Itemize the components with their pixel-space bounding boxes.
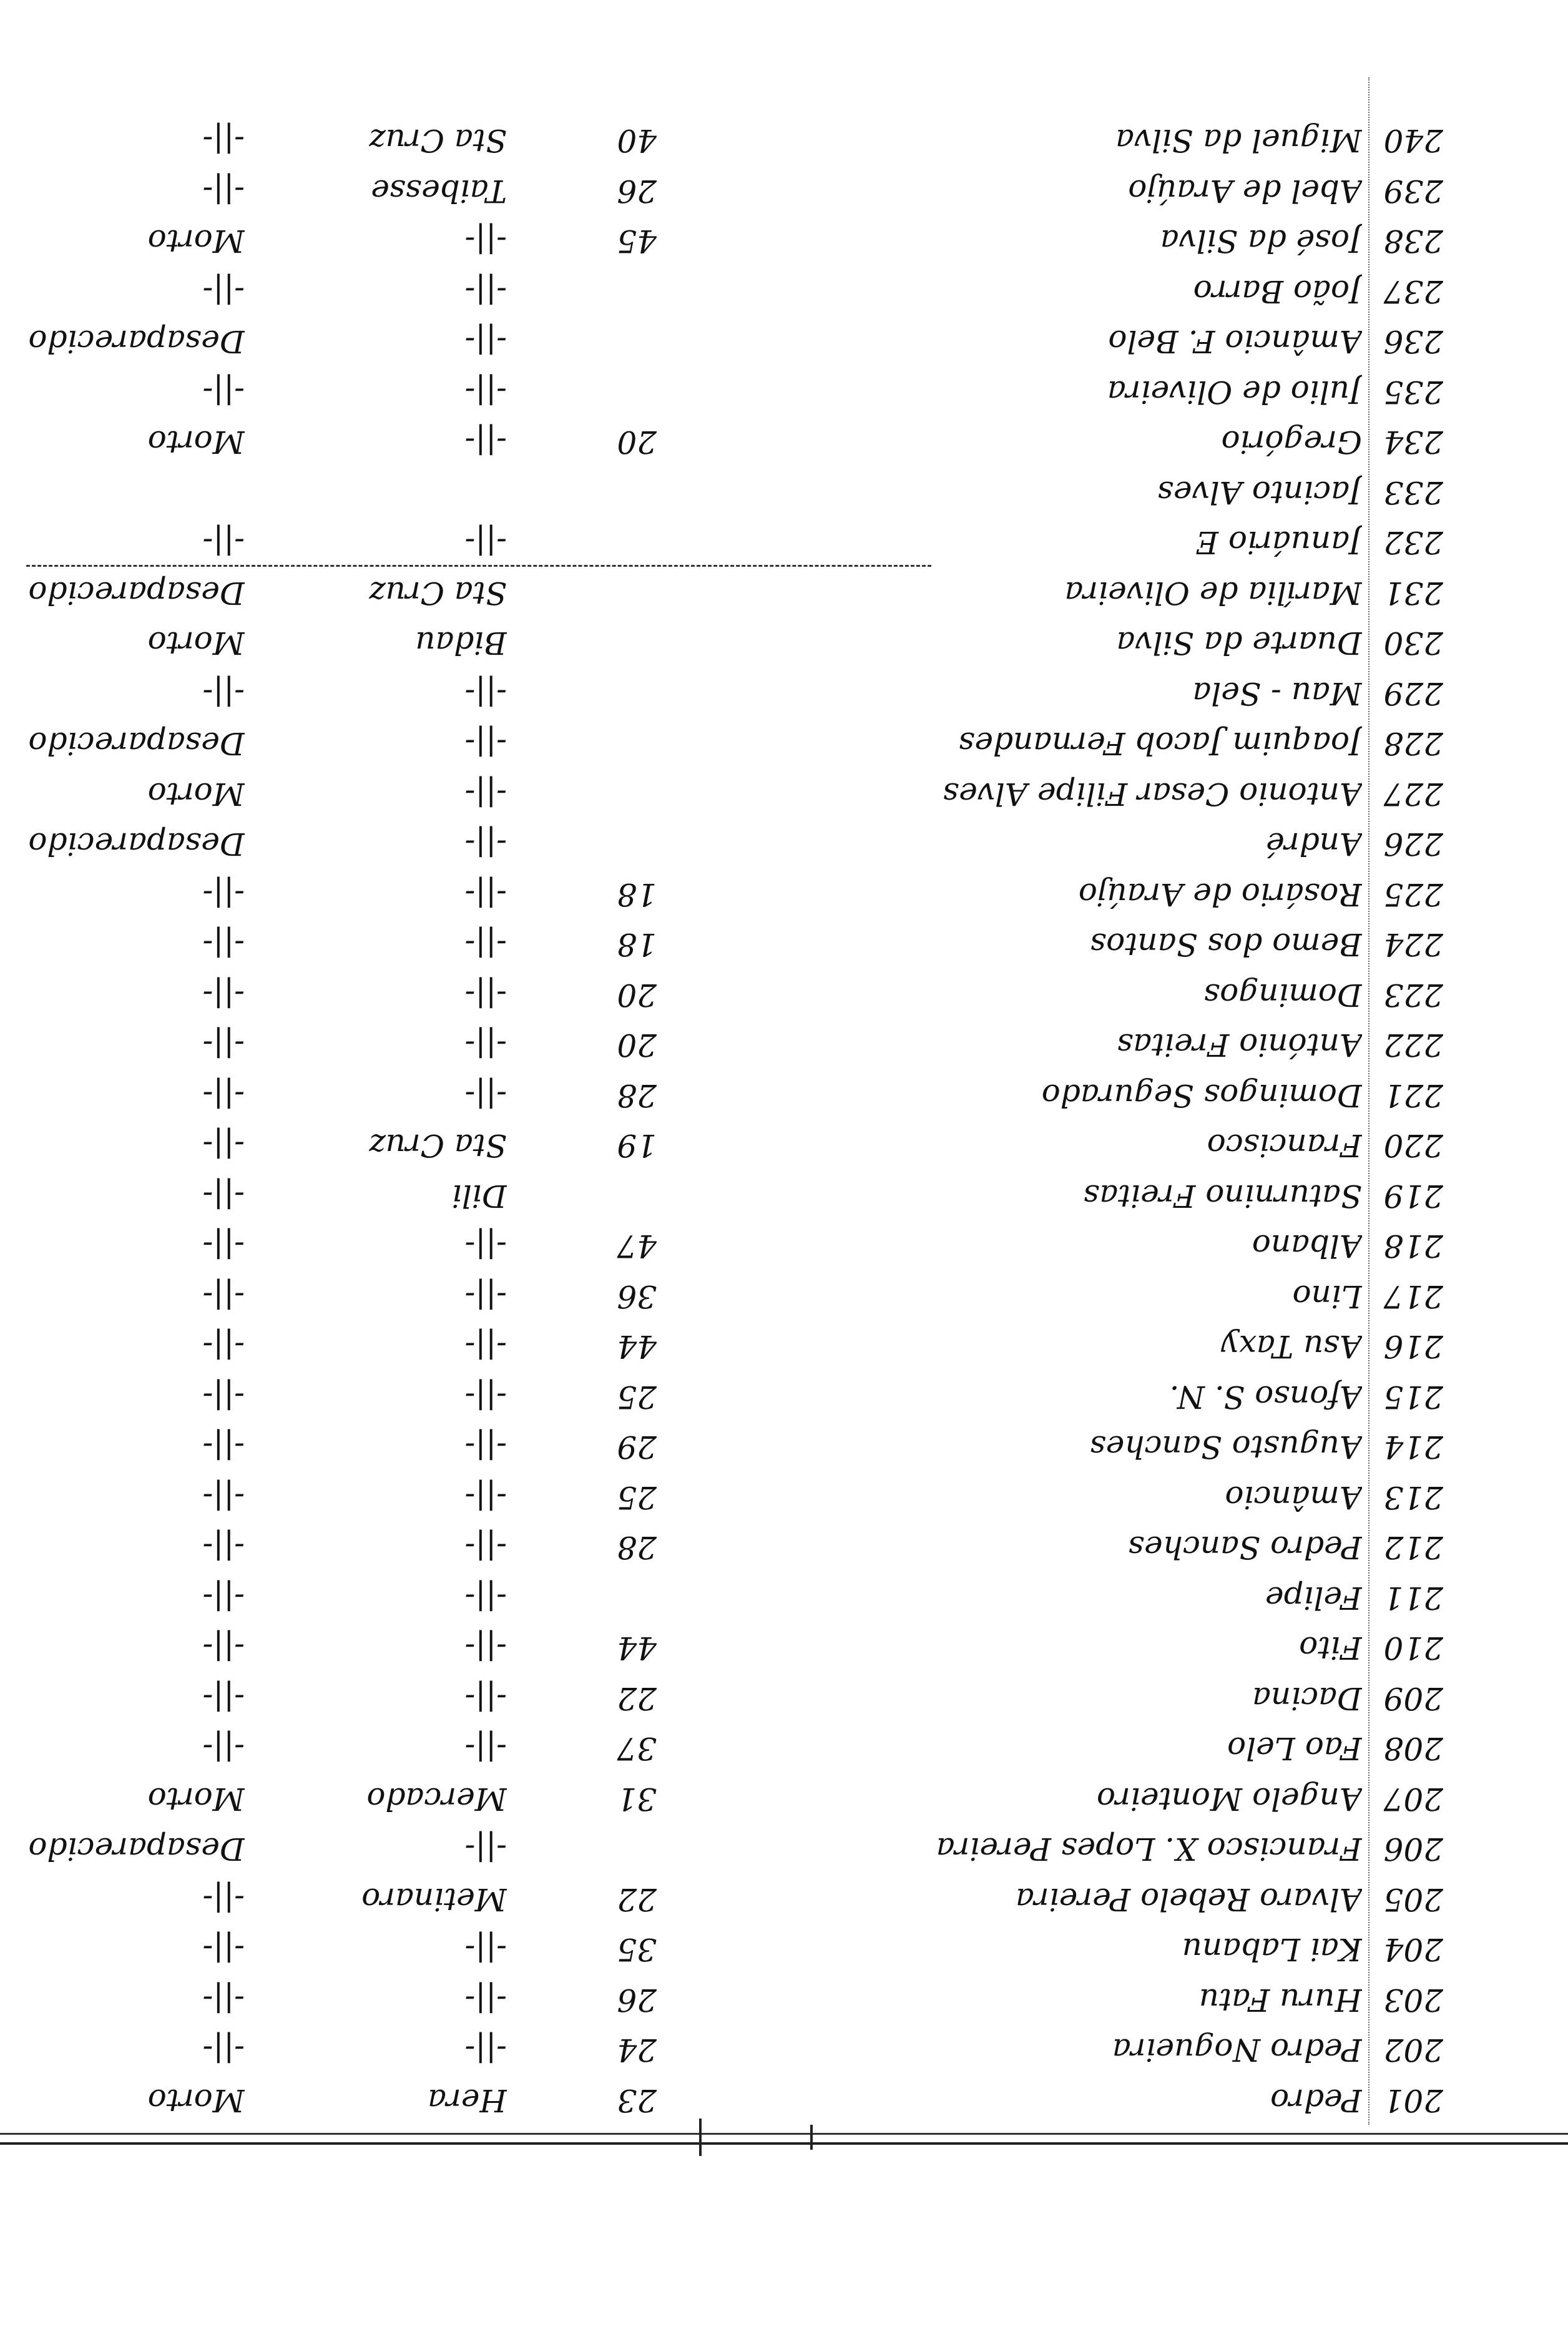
person-name: Joaquim Jacob Fernandes [958, 725, 1362, 762]
place-of-event: -||- [464, 1580, 507, 1616]
entry-number: 218 [1383, 1228, 1443, 1265]
ledger-row [0, 316, 1568, 366]
person-name: Kai Labanu [1182, 1931, 1362, 1968]
entry-number: 203 [1383, 1982, 1443, 2018]
person-name: Francisco X. Lopes Pereira [936, 1831, 1362, 1868]
person-status: -||- [202, 1278, 245, 1315]
place-of-event: -||- [464, 1429, 507, 1466]
entry-number: 207 [1383, 1781, 1443, 1817]
person-status: Morto [147, 1781, 245, 1817]
ledger-row [0, 416, 1568, 467]
entry-number: 209 [1383, 1680, 1443, 1717]
person-status: -||- [202, 1529, 245, 1566]
person-status: -||- [202, 1630, 245, 1667]
person-age: 44 [617, 1630, 657, 1667]
ledger-row [0, 517, 1568, 567]
person-age: 25 [617, 1379, 657, 1415]
person-name: Rosário de Araújo [1078, 876, 1362, 913]
place-of-event: -||- [464, 1479, 507, 1516]
person-age: 20 [617, 424, 657, 461]
entry-number: 214 [1383, 1429, 1443, 1466]
place-of-event: -||- [464, 926, 507, 963]
person-name: Albano [1252, 1228, 1362, 1265]
ledger-row [0, 1321, 1568, 1371]
person-status: -||- [202, 1328, 245, 1365]
entry-number: 206 [1383, 1831, 1443, 1868]
person-name: Gregório [1221, 424, 1362, 461]
person-age: 18 [617, 876, 657, 913]
person-age: 20 [617, 977, 657, 1013]
person-name: Bemo dos Santos [1090, 926, 1362, 963]
person-status: -||- [202, 1730, 245, 1767]
entry-number: 217 [1383, 1278, 1443, 1315]
ledger-row [0, 1070, 1568, 1120]
person-status: -||- [202, 1580, 245, 1616]
ledger-row [0, 1924, 1568, 1974]
entry-number: 215 [1383, 1379, 1443, 1415]
person-status: -||- [202, 122, 245, 159]
person-status: -||- [202, 1931, 245, 1968]
place-of-event: -||- [464, 524, 507, 561]
person-age: 26 [617, 173, 657, 209]
ledger-row [0, 1371, 1568, 1422]
person-name: Fito [1299, 1630, 1362, 1667]
person-age: 18 [617, 926, 657, 963]
person-status: -||- [202, 273, 245, 310]
entry-number: 212 [1383, 1529, 1443, 1566]
place-of-event: -||- [464, 323, 507, 360]
person-status: -||- [202, 1479, 245, 1516]
person-name: Miguel da Silva [1115, 122, 1362, 159]
place-of-event: Mercado [366, 1781, 507, 1817]
entry-number: 233 [1383, 474, 1443, 511]
place-of-event: -||- [464, 223, 507, 260]
person-status: -||- [202, 675, 245, 712]
ledger-row [0, 1220, 1568, 1271]
ledger-row [0, 1823, 1568, 1874]
person-age: 35 [617, 1931, 657, 1968]
ledger-row [0, 1723, 1568, 1773]
ledger-row [0, 266, 1568, 316]
ledger-row [0, 567, 1568, 618]
person-age: 26 [617, 1982, 657, 2018]
person-age: 29 [617, 1429, 657, 1466]
person-status: Morto [147, 776, 245, 812]
person-name: Abel de Araújo [1128, 173, 1362, 209]
entry-number: 204 [1383, 1931, 1443, 1968]
person-status: -||- [202, 1077, 245, 1114]
person-name: André [1266, 826, 1362, 863]
place-of-event: -||- [464, 826, 507, 863]
person-status: -||- [202, 1178, 245, 1214]
person-name: Afonso S. N. [1169, 1379, 1362, 1415]
ledger-row [0, 1572, 1568, 1623]
ledger-row [0, 869, 1568, 919]
person-name: Augusto Sanches [1090, 1429, 1362, 1466]
place-of-event: -||- [464, 1630, 507, 1667]
person-age: 22 [617, 1680, 657, 1717]
person-name: Fao Lelo [1227, 1730, 1362, 1767]
ledger-row [0, 1120, 1568, 1170]
place-of-event: Sta Cruz [369, 1127, 507, 1164]
place-of-event: -||- [464, 1328, 507, 1365]
place-of-event: -||- [464, 1278, 507, 1315]
entry-number: 231 [1383, 575, 1443, 611]
ledger-row [0, 2024, 1568, 2075]
person-status: Morto [147, 223, 245, 260]
person-age: 44 [617, 1328, 657, 1365]
person-age: 28 [617, 1529, 657, 1566]
entry-number: 208 [1383, 1730, 1443, 1767]
entry-number: 228 [1383, 725, 1443, 762]
ledger-row [0, 2075, 1568, 2125]
ledger-row [0, 969, 1568, 1020]
person-name: Dacina [1252, 1680, 1362, 1717]
person-name: Domingos Segurado [1041, 1077, 1362, 1114]
person-name: Saturnino Freitas [1083, 1178, 1362, 1214]
person-name: António Freitas [1117, 1027, 1362, 1064]
person-name: Pedro Sanches [1128, 1529, 1362, 1566]
person-status: -||- [202, 1379, 245, 1415]
person-name: José da Silva [1160, 223, 1362, 260]
place-of-event: -||- [464, 1931, 507, 1968]
place-of-event: -||- [464, 876, 507, 913]
ledger-row [0, 1673, 1568, 1723]
person-status: -||- [202, 977, 245, 1013]
ledger-row [0, 1170, 1568, 1221]
person-status: Desaparecido [28, 826, 245, 863]
entry-number: 219 [1383, 1178, 1443, 1214]
person-status: -||- [202, 1982, 245, 2018]
place-of-event: -||- [464, 1529, 507, 1566]
entry-number: 210 [1383, 1630, 1443, 1667]
person-name: Lino [1292, 1278, 1362, 1315]
person-status: Desaparecido [28, 575, 245, 611]
person-name: Amâncio F. Belo [1108, 323, 1362, 360]
person-status: Desaparecido [28, 323, 245, 360]
person-age: 22 [617, 1881, 657, 1918]
ledger-row [0, 818, 1568, 869]
ledger-row [0, 467, 1568, 517]
person-status: -||- [202, 173, 245, 209]
place-of-event: Taibesse [371, 173, 507, 209]
person-name: Domingos [1203, 977, 1362, 1013]
entry-number: 237 [1383, 273, 1443, 310]
person-name: João Barro [1193, 273, 1362, 310]
entry-number: 220 [1383, 1127, 1443, 1164]
entry-number: 239 [1383, 173, 1443, 209]
person-name: Mau - Sela [1192, 675, 1362, 712]
place-of-event: Dili [451, 1178, 507, 1214]
entry-number: 234 [1383, 424, 1443, 461]
person-age: 31 [617, 1781, 657, 1817]
person-name: Pedro Nogueira [1112, 2032, 1362, 2069]
ledger-row [0, 1622, 1568, 1673]
rule-tick [810, 2125, 813, 2150]
place-of-event: -||- [464, 776, 507, 812]
entry-number: 202 [1383, 2032, 1443, 2069]
person-age: 20 [617, 1027, 657, 1064]
place-of-event: -||- [464, 424, 507, 461]
entry-number: 240 [1383, 122, 1443, 159]
entry-number: 229 [1383, 675, 1443, 712]
place-of-event: -||- [464, 725, 507, 762]
place-of-event: Bidau [415, 625, 507, 662]
person-name: Jacinto Alves [1157, 474, 1362, 511]
entry-number: 232 [1383, 524, 1443, 561]
person-age: 36 [617, 1278, 657, 1315]
place-of-event: -||- [464, 273, 507, 310]
ledger-row [0, 1019, 1568, 1070]
ledger-row [0, 1472, 1568, 1522]
place-of-event: Sta Cruz [369, 122, 507, 159]
entry-number: 216 [1383, 1328, 1443, 1365]
person-status: -||- [202, 524, 245, 561]
person-name: Alvaro Rebelo Pereira [1015, 1881, 1362, 1918]
entry-number: 227 [1383, 776, 1443, 812]
ledger-row [0, 1974, 1568, 2025]
person-name: Asu Taxy [1221, 1328, 1362, 1365]
ledger-row [0, 1421, 1568, 1472]
person-age: 47 [617, 1228, 657, 1265]
place-of-event: -||- [464, 2032, 507, 2069]
place-of-event: Hera [428, 2082, 507, 2119]
ledger-row [0, 165, 1568, 216]
place-of-event: -||- [464, 1228, 507, 1265]
person-name: Duarte da Silva [1116, 625, 1362, 662]
entry-number: 201 [1383, 2082, 1443, 2119]
person-status: -||- [202, 876, 245, 913]
person-age: 24 [617, 2032, 657, 2069]
person-name: Felipe [1265, 1580, 1362, 1616]
ledger-row [0, 668, 1568, 718]
person-age: 19 [617, 1127, 657, 1164]
ledger-table [0, 115, 1568, 2125]
entry-number: 205 [1383, 1881, 1443, 1918]
person-status: -||- [202, 1228, 245, 1265]
entry-number: 211 [1383, 1580, 1443, 1616]
person-age: 45 [617, 223, 657, 260]
person-status: Desaparecido [28, 725, 245, 762]
entry-number: 236 [1383, 323, 1443, 360]
person-name: Francisco [1207, 1127, 1362, 1164]
place-of-event: -||- [464, 1379, 507, 1415]
ledger-row [0, 215, 1568, 266]
place-of-event: -||- [464, 1680, 507, 1717]
person-status: -||- [202, 2032, 245, 2069]
person-name: Januário E [1195, 524, 1362, 561]
entry-number: 230 [1383, 625, 1443, 662]
header-rule-secondary [0, 2133, 1568, 2135]
person-status: -||- [202, 1429, 245, 1466]
person-age: 28 [617, 1077, 657, 1114]
entry-number: 224 [1383, 926, 1443, 963]
place-of-event: -||- [464, 1982, 507, 2018]
person-status: -||- [202, 926, 245, 963]
place-of-event: Sta Cruz [369, 575, 507, 611]
entry-number: 235 [1383, 374, 1443, 410]
place-of-event: -||- [464, 1077, 507, 1114]
person-status: -||- [202, 1127, 245, 1164]
place-of-event: -||- [464, 1027, 507, 1064]
ledger-row [0, 1522, 1568, 1572]
ledger-row [0, 1773, 1568, 1824]
entry-number: 223 [1383, 977, 1443, 1013]
ledger-row [0, 115, 1568, 165]
person-status: -||- [202, 1881, 245, 1918]
ledger-row [0, 919, 1568, 969]
person-status: -||- [202, 1027, 245, 1064]
ledger-row [0, 768, 1568, 819]
ledger-row [0, 1271, 1568, 1321]
person-name: Pedro [1270, 2082, 1362, 2119]
place-of-event: -||- [464, 977, 507, 1013]
person-age: 25 [617, 1479, 657, 1516]
person-name: Julio de Oliveira [1107, 374, 1362, 410]
ledger-row [0, 1874, 1568, 1924]
entry-number: 226 [1383, 826, 1443, 863]
ledger-row [0, 366, 1568, 417]
person-name: Amâncio [1225, 1479, 1362, 1516]
person-status: Morto [147, 424, 245, 461]
person-status: Morto [147, 2082, 245, 2119]
place-of-event: -||- [464, 675, 507, 712]
person-status: -||- [202, 374, 245, 410]
ledger-row [0, 718, 1568, 768]
person-status: Morto [147, 625, 245, 662]
entry-number: 225 [1383, 876, 1443, 913]
entry-number: 238 [1383, 223, 1443, 260]
entry-number: 222 [1383, 1027, 1443, 1064]
place-of-event: Metinaro [361, 1881, 507, 1918]
person-name: Antonio Cesar Filipe Alves [943, 776, 1362, 812]
person-age: 23 [617, 2082, 657, 2119]
person-name: Marília de Oliveira [1064, 575, 1362, 611]
person-age: 40 [617, 122, 657, 159]
person-age: 37 [617, 1730, 657, 1767]
place-of-event: -||- [464, 1730, 507, 1767]
header-rule [0, 2142, 1568, 2145]
person-name: Angelo Monteiro [1096, 1781, 1362, 1817]
place-of-event: -||- [464, 1831, 507, 1868]
entry-number: 221 [1383, 1077, 1443, 1114]
person-status: Desaparecido [28, 1831, 245, 1868]
person-name: Huru Fatu [1198, 1982, 1362, 2018]
ledger-row [0, 617, 1568, 668]
entry-number: 213 [1383, 1479, 1443, 1516]
person-status: -||- [202, 1680, 245, 1717]
place-of-event: -||- [464, 374, 507, 410]
